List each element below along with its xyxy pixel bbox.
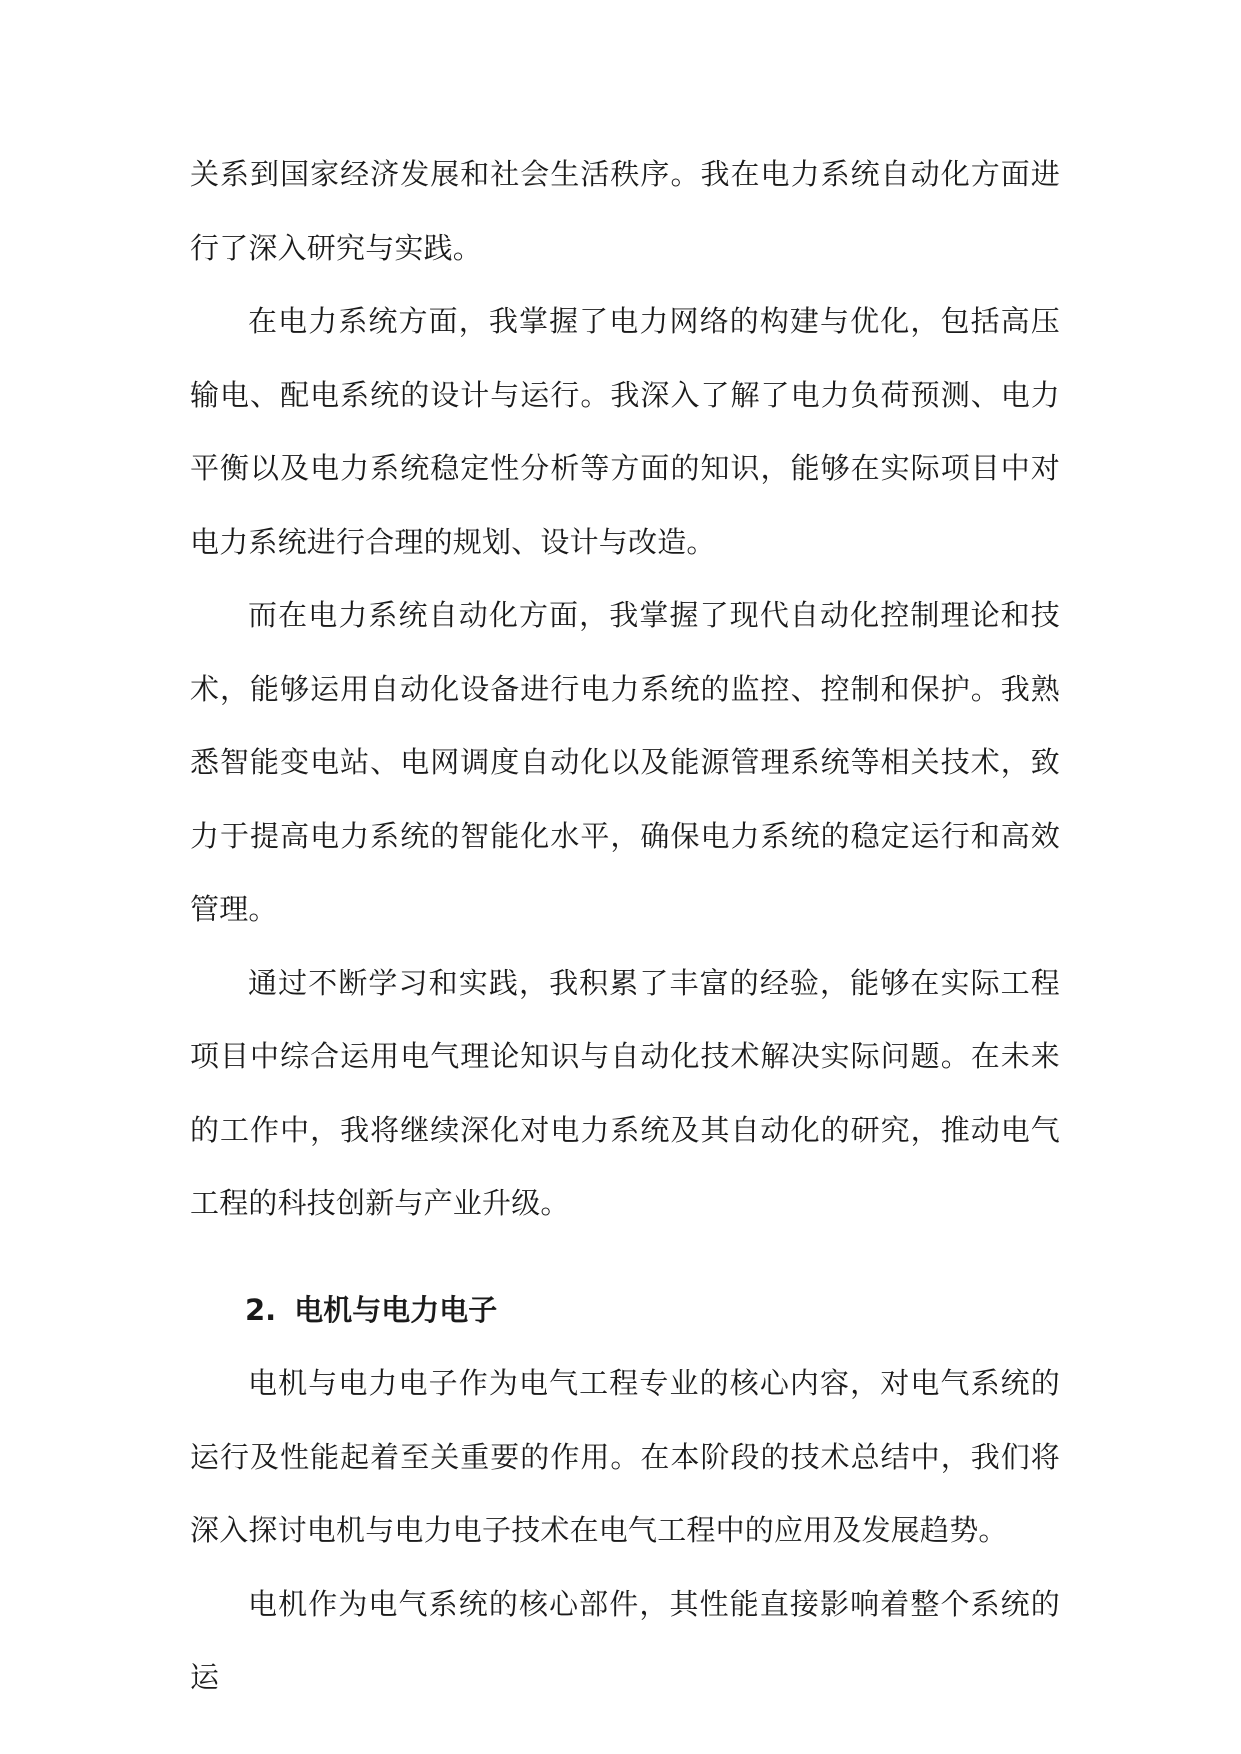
section-title: 电机与电力电子: [294, 1292, 498, 1327]
document-body: [190, 138, 1060, 1715]
paragraph-motor-core: 电机作为电气系统的核心部件，其性能直接影响着整个系统的运: [190, 1586, 1060, 1694]
paragraph-automation: 而在电力系统自动化方面，我掌握了现代自动化控制理论和技术，能够运用自动化设备进行电力系统的监控、控制和保护。我熟悉智能变电站、电网调度自动化以及能源管理系统等相关技术，致力于提高电力系统的智能化水平，确保电力系统的稳定运行和高效管理。: [190, 598, 1060, 926]
section-number: 2.: [245, 1292, 277, 1327]
paragraph-power-system: 在电力系统方面，我掌握了电力网络的构建与优化，包括高压输电、配电系统的设计与运行。我深入了解了电力负荷预测、电力平衡以及电力系统稳定性分析等方面的知识，能够在实际项目中对电力系统进行合理的规划、设计与改造。: [190, 304, 1060, 559]
paragraph-experience: 通过不断学习和实践，我积累了丰富的经验，能够在实际工程项目中综合运用电气理论知识与自动化技术解决实际问题。在未来的工作中，我将继续深化对电力系统及其自动化的研究，推动电气工程的科技创新与产业升级。: [190, 965, 1060, 1220]
paragraph-continuation: 关系到国家经济发展和社会生活秩序。我在电力系统自动化方面进行了深入研究与实践。: [190, 157, 1060, 265]
paragraph-motor-intro: 电机与电力电子作为电气工程专业的核心内容，对电气系统的运行及性能起着至关重要的作用。在本阶段的技术总结中，我们将深入探讨电机与电力电子技术在电气工程中的应用及发展趋势。: [190, 1366, 1060, 1547]
section-heading: [190, 1274, 1060, 1348]
